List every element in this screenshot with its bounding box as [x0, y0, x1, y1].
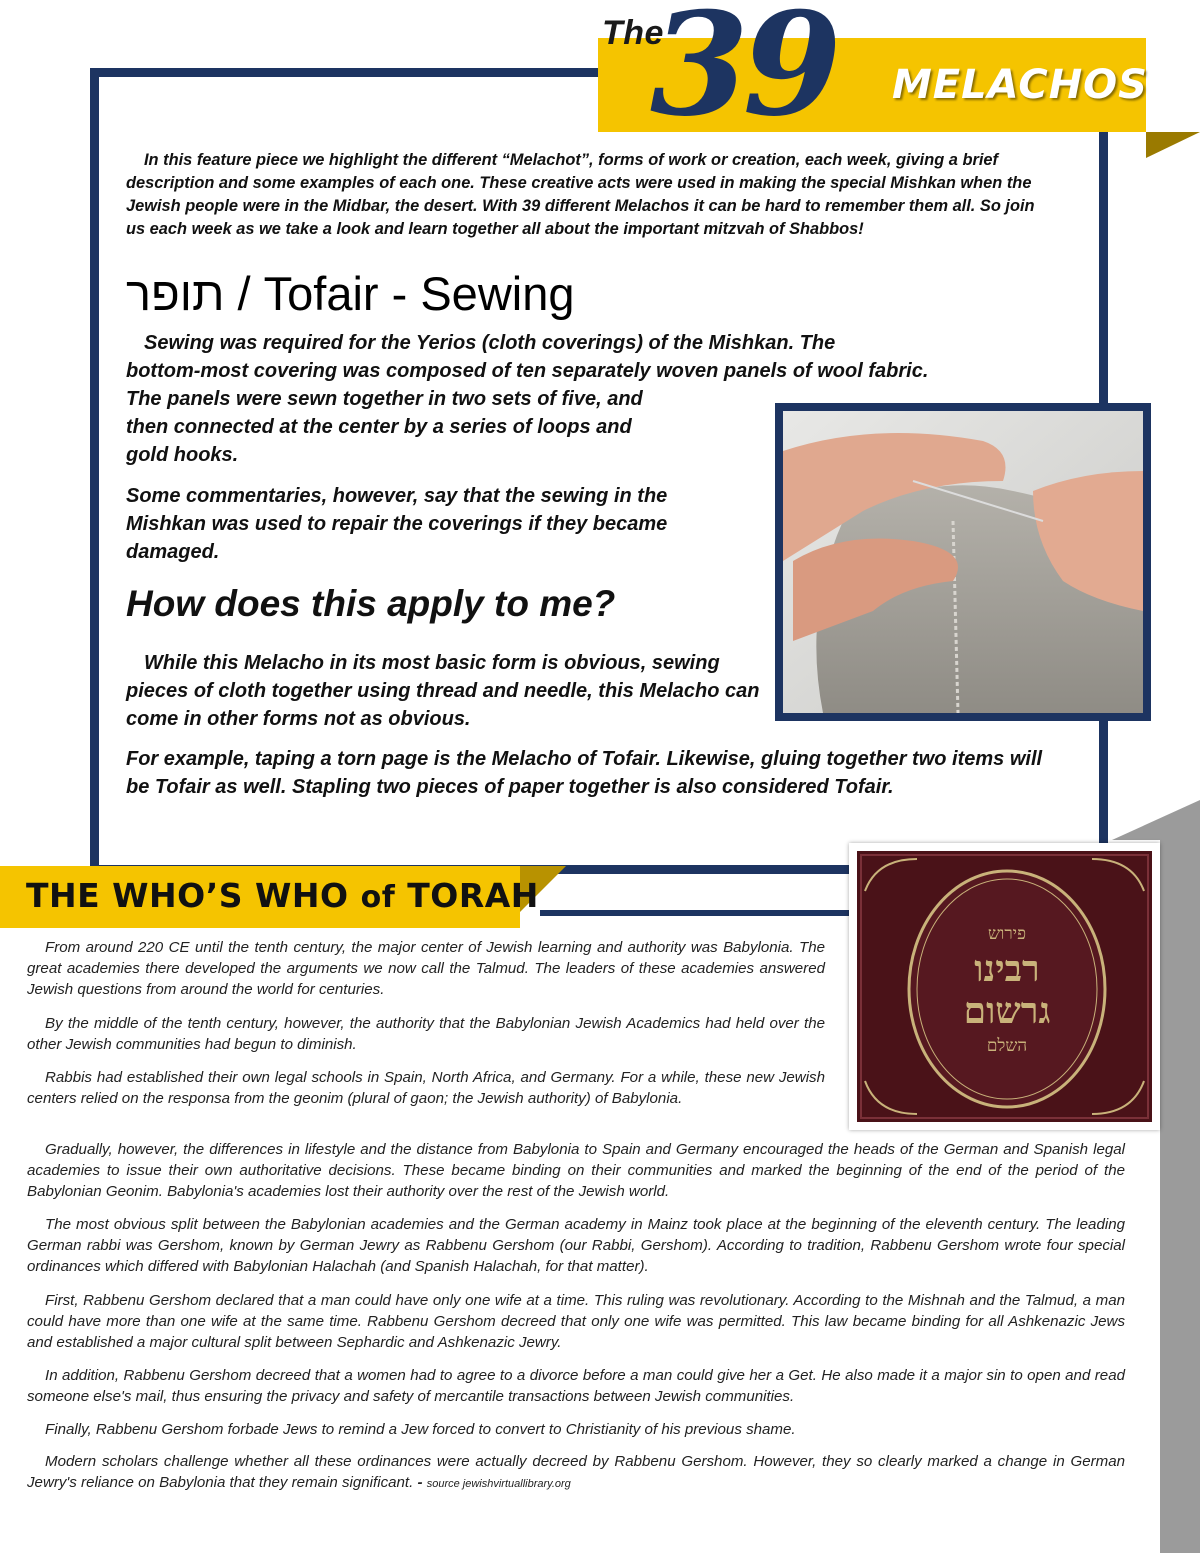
p1-line-1: Sewing was required for the Yerios (cloth coverings) of the Mishkan. The: [144, 332, 836, 354]
whos-who-paragraph-1: From around 220 CE until the tenth century, the major center of Jewish learning and authority was Babylonia. The great academies there developed the arguments we now call the Talmud. The leaders of these academies answered Jewish questions from around the world for centuries.: [27, 939, 825, 998]
banner-fold: [1146, 132, 1200, 158]
grey-side-bar: [1160, 840, 1200, 1553]
title-number: 39: [650, 0, 836, 148]
title-melachos: MELACHOS: [892, 62, 1148, 108]
melacha-paragraph-3: [126, 649, 766, 733]
whos-who-paragraph-4: Gradually, however, the differences in lifestyle and the distance from Babylonia to Spain and Germany encouraged the heads of the German and Spanish legal academies to issue their own authoritative decisions. These became binding on their communities and marked the beginning of the end of the period of the Babylonian Geonim. Babylonia's academies lost their authority over the rest of the Jewish world.: [27, 1141, 1125, 1200]
p1-line-4: then connected at the center by a series of loops and: [126, 416, 632, 438]
p3-text: While this Melacho in its most basic form is obvious, sewing pieces of cloth together using thread and needle, this Melacho can come in other forms not as obvious.: [126, 652, 760, 730]
p1-line-3: The panels were sewn together in two sets of five, and: [126, 388, 643, 410]
book-line-1: פירוש: [987, 924, 1027, 944]
whos-who-rule: [540, 910, 852, 916]
book-cover-icon: [857, 851, 1152, 1122]
book-line-4: השלם: [986, 1036, 1028, 1056]
whos-who-paragraph-9: [27, 1451, 1125, 1495]
whos-who-title-of: of: [360, 880, 396, 915]
title-the: The: [602, 14, 664, 52]
source-credit: source jewishvirtuallibrary.org: [426, 1478, 571, 1490]
book-line-2: רבינו: [974, 948, 1040, 990]
whos-who-paragraph-8: Finally, Rabbenu Gershom forbade Jews to remind a Jew forced to convert to Christianity of his previous shame.: [45, 1421, 796, 1438]
melacha-paragraph-2: Some commentaries, however, say that the sewing in the Mishkan was used to repair the coverings if they became damaged.: [126, 485, 668, 563]
sewing-photo: [775, 403, 1151, 721]
whos-who-title-part1: THE WHO’S WHO: [26, 876, 361, 915]
p1-line-2: bottom-most covering was composed of ten separately woven panels of wool fabric.: [126, 360, 929, 382]
p1-line-5: gold hooks.: [126, 444, 239, 466]
whos-who-paragraph-6: First, Rabbenu Gershom declared that a man could have only one wife at a time. This ruling was revolutionary. According to the Mishnah and the Talmud, a man could have more than one wife at the same time. Rabbenu Gershom decreed that only one wife was permitted. This law became binding for all Ashkenazic Jews and established a major cultural split between Sephardic and Ashkenazic Jewry.: [27, 1292, 1125, 1351]
whos-who-paragraph-9-text: Modern scholars challenge whether all these ordinances were actually decreed by Rabbenu Gershom. However, they so clearly marked a change in German Jewry's reliance on Babylonia that they remain significant.: [27, 1453, 1125, 1491]
source-dash: -: [413, 1474, 427, 1491]
intro-paragraph: In this feature piece we highlight the different “Melachot”, forms of work or creation, each week, giving a brief description and some examples of each one. These creative acts were used in making the special Mishkan when the Jewish people were in the Midbar, the desert. With 39 different Melachos it can be hard to remember them all. So join us each week as we take a look and learn together all about the important mitzvah of Shabbos!: [126, 151, 1035, 238]
apply-heading: How does this apply to me?: [126, 583, 616, 624]
melacha-paragraph-4: For example, taping a torn page is the Melacho of Tofair. Likewise, gluing together two items will be Tofair as well. Stapling two pieces of paper together is also considered Tofair.: [126, 748, 1043, 798]
sewing-hands-photo-icon: [783, 411, 1143, 713]
grey-corner: [1112, 800, 1200, 840]
whos-who-paragraph-7: In addition, Rabbenu Gershom decreed that a women had to agree to a divorce before a man could give her a Get. He also made it a major sin to open and read someone else's mail, thus ensuring the privacy and safety of mercantile transactions between Jewish communities.: [27, 1367, 1125, 1405]
whos-who-title: [26, 876, 539, 915]
book-cover-photo: [849, 843, 1160, 1130]
melacha-title: תופר / Tofair - Sewing: [126, 267, 575, 320]
whos-who-title-part2: TORAH: [395, 876, 539, 915]
whos-who-paragraph-2: By the middle of the tenth century, however, the authority that the Babylonian Jewish Academics had held over the other Jewish communities had begun to diminish.: [27, 1015, 825, 1053]
book-line-3: גרשום: [963, 990, 1051, 1032]
whos-who-paragraph-5: The most obvious split between the Babylonian academies and the German academy in Mainz took place at the beginning of the eleventh century. The leading German rabbi was Gershom, known by German Jewry as Rabbenu Gershom (our Rabbi, Gershom). According to tradition, Rabbenu Gershom wrote four special ordinances which differed with Babylonian Halachah (and Spanish Halachah, for that matter).: [27, 1216, 1125, 1275]
whos-who-paragraph-3: Rabbis had established their own legal schools in Spain, North Africa, and Germany. For a while, these new Jewish centers relied on the responsa from the geonim (plural of gaon; the Jewish authority) of Babylonia.: [27, 1069, 825, 1107]
